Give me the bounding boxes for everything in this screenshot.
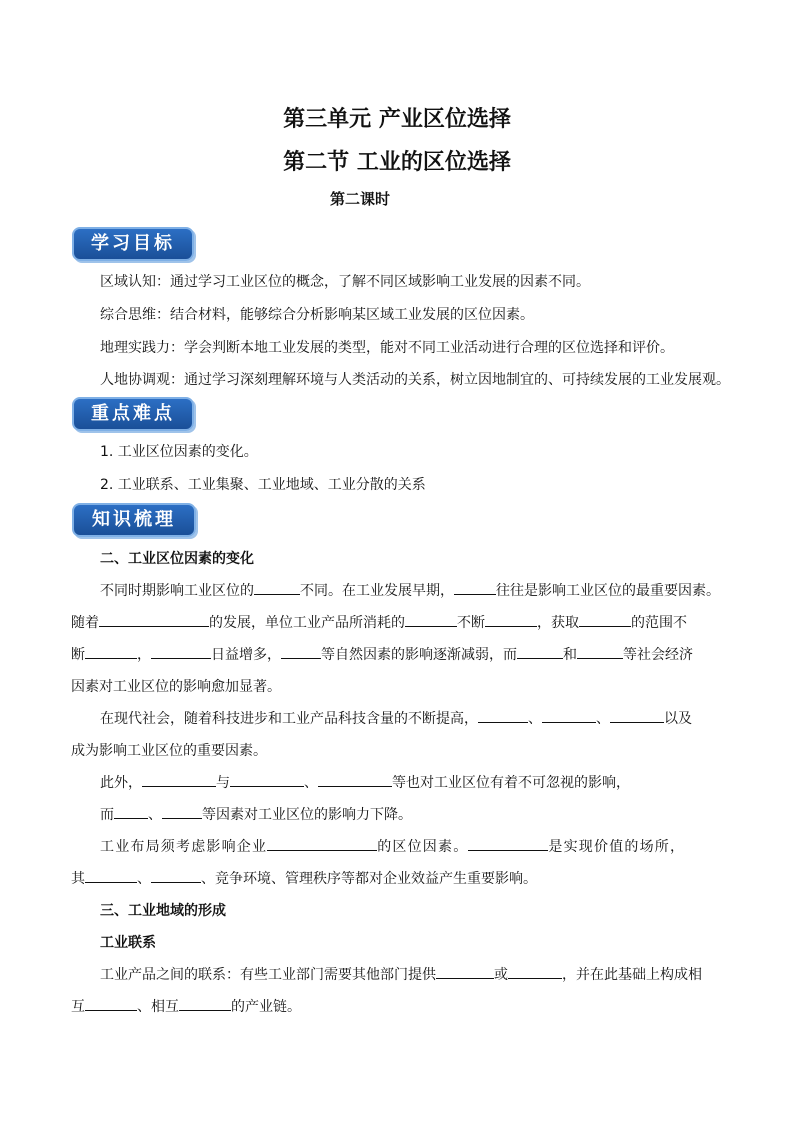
key-point-item: 1. 工业区位因素的变化。 — [100, 444, 258, 460]
fill-blank[interactable] — [114, 804, 148, 819]
knowledge-badge: 知识梳理 — [72, 503, 196, 537]
lesson-label: 第二课时 — [330, 190, 391, 208]
paragraph-line: 因素对工业区位的影响愈加显著。 — [71, 679, 281, 695]
fill-blank[interactable] — [151, 868, 201, 883]
fill-blank[interactable] — [478, 708, 528, 723]
fill-blank[interactable] — [179, 996, 231, 1011]
fill-blank[interactable] — [281, 644, 321, 659]
fill-blank[interactable] — [508, 964, 562, 979]
fill-blank[interactable] — [454, 580, 496, 595]
fill-blank[interactable] — [610, 708, 664, 723]
fill-blank[interactable] — [99, 612, 209, 627]
fill-blank[interactable] — [405, 612, 457, 627]
fill-blank[interactable] — [542, 708, 596, 723]
fill-blank[interactable] — [151, 644, 211, 659]
paragraph-line: 互 、相互 的产业链。 — [71, 996, 301, 1016]
objective-item: 区域认知：通过学习工业区位的概念，了解不同区域影响工业发展的因素不同。 — [100, 274, 590, 290]
unit-title: 第三单元 产业区位选择 — [283, 106, 511, 132]
fill-blank[interactable] — [254, 580, 300, 595]
fill-blank[interactable] — [468, 836, 548, 851]
fill-blank[interactable] — [577, 644, 623, 659]
fill-blank[interactable] — [267, 836, 377, 851]
paragraph-line: 其 、 、竞争环境、管理秩序等都对企业效益产生重要影响。 — [71, 868, 537, 888]
fill-blank[interactable] — [162, 804, 202, 819]
section-heading: 二、工业区位因素的变化 — [100, 551, 254, 567]
key-point-item: 2. 工业联系、工业集聚、工业地域、工业分散的关系 — [100, 477, 426, 493]
objective-item: 地理实践力：学会判断本地工业发展的类型，能对不同工业活动进行合理的区位选择和评价。 — [100, 340, 674, 356]
objective-item: 人地协调观：通过学习深刻理解环境与人类活动的关系，树立因地制宜的、可持续发展的工业发展观。 — [100, 372, 730, 388]
objective-item: 综合思维：结合材料，能够综合分析影响某区域工业发展的区位因素。 — [100, 307, 534, 323]
objectives-badge: 学习目标 — [72, 227, 194, 261]
fill-blank[interactable] — [579, 612, 631, 627]
paragraph-line: 工业产品之间的联系：有些工业部门需要其他部门提供 或 ，并在此基础上构成相 — [100, 964, 702, 984]
section-heading: 三、工业地域的形成 — [100, 903, 226, 919]
fill-blank[interactable] — [517, 644, 563, 659]
paragraph-line: 随着 的发展，单位工业产品所消耗的 不断 ，获取 的范围不 — [71, 612, 687, 632]
paragraph-line: 断 ， 日益增多， 等自然因素的影响逐渐减弱，而 和 等社会经济 — [71, 644, 693, 664]
paragraph-line: 成为影响工业区位的重要因素。 — [71, 743, 267, 759]
fill-blank[interactable] — [85, 644, 137, 659]
paragraph-line: 而 、 等因素对工业区位的影响力下降。 — [100, 804, 412, 824]
paragraph-line: 不同时期影响工业区位的 不同。在工业发展早期， 往往是影响工业区位的最重要因素。 — [100, 580, 720, 600]
fill-blank[interactable] — [230, 772, 304, 787]
fill-blank[interactable] — [85, 868, 137, 883]
paragraph-line: 在现代社会，随着科技进步和工业产品科技含量的不断提高， 、 、 以及 — [100, 708, 692, 728]
fill-blank[interactable] — [318, 772, 392, 787]
paragraph-line: 工业布局须考虑影响企业 的区位因素。 是实现价值的场所， — [100, 836, 685, 856]
fill-blank[interactable] — [142, 772, 216, 787]
fill-blank[interactable] — [436, 964, 494, 979]
fill-blank[interactable] — [485, 612, 537, 627]
key-points-badge: 重点难点 — [72, 397, 194, 431]
paragraph-line: 此外， 与 、 等也对工业区位有着不可忽视的影响， — [100, 772, 630, 792]
fill-blank[interactable] — [85, 996, 137, 1011]
section-title: 第二节 工业的区位选择 — [283, 149, 511, 175]
sub-heading: 工业联系 — [100, 935, 156, 951]
